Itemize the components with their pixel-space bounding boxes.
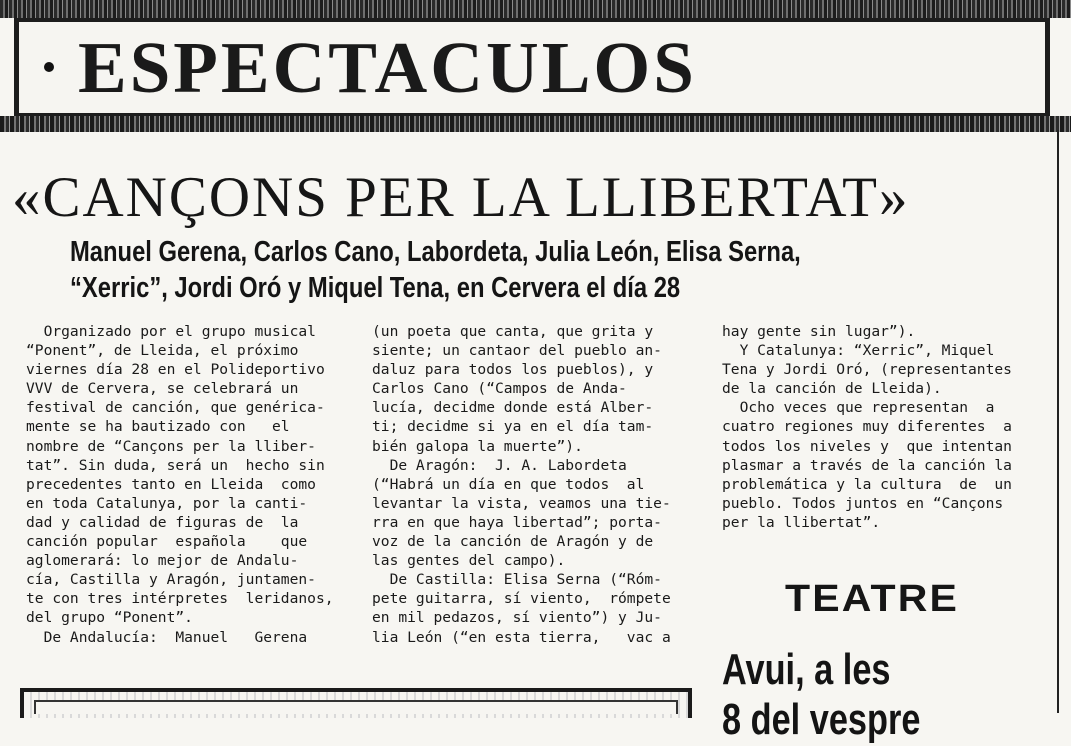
subhead-line-2: “Xerric”, Jordi Oró y Miquel Tena, en Cervera el día 28	[70, 272, 681, 304]
text-line: pueblo. Todos juntos en “Cançons	[722, 494, 1004, 512]
text-line: de la canción de Lleida).	[722, 380, 942, 398]
text-line: en mil pedazos, sí viento”) y Ju-	[372, 609, 662, 627]
text-line: tat”. Sin duda, será un hecho sin	[26, 456, 325, 474]
next-article-banner	[20, 688, 692, 718]
text-line: las gentes del campo).	[372, 552, 566, 570]
text-line: (“Habrá un día en que todos al	[372, 475, 645, 493]
text-line: lucía, decidme donde está Alber-	[372, 399, 654, 417]
subhead-line-1: Manuel Gerena, Carlos Cano, Labordeta, Julia León, Elisa Serna,	[70, 236, 801, 268]
article-column-2	[372, 322, 700, 647]
text-line: Carlos Cano (“Campos de Anda-	[372, 380, 627, 398]
sidebar-section-title: TEATRE	[784, 578, 960, 620]
sidebar-headline-line-2: 8 del vespre	[722, 695, 921, 744]
text-line: cuatro regiones muy diferentes a	[722, 418, 1012, 436]
text-line: Ocho veces que representan a	[722, 399, 995, 417]
sidebar-headline-line-1: Avui, a les	[722, 645, 891, 694]
text-line: aglomerará: lo mejor de Andalu-	[26, 552, 299, 570]
bullet-icon	[44, 62, 54, 72]
text-line: pete guitarra, sí viento, rómpete	[372, 590, 671, 608]
text-line: precedentes tanto en Lleida como	[26, 475, 316, 493]
text-line: bién galopa la muerte”).	[372, 437, 583, 455]
text-line: De Castilla: Elisa Serna (“Róm-	[372, 571, 662, 589]
text-line: rra en que haya libertad”; porta-	[372, 513, 662, 531]
text-line: “Ponent”, de Lleida, el próximo	[26, 342, 299, 360]
text-line: daluz para todos los pueblos), y	[372, 361, 654, 379]
text-line: festival de canción, que genérica-	[26, 399, 325, 417]
text-line: Organizado por el grupo musical	[26, 323, 316, 340]
article-column-3	[722, 322, 1042, 532]
text-line: (un poeta que canta, que grita y	[372, 323, 654, 340]
text-line: dad y calidad de figuras de la	[26, 513, 299, 531]
text-line: te con tres intérpretes leridanos,	[26, 590, 334, 608]
text-line: De Aragón: J. A. Labordeta	[372, 456, 627, 474]
article-headline: «CANÇONS PER LA LLIBERTAT»	[12, 166, 910, 229]
column-rule	[1057, 130, 1059, 713]
text-line: mente se ha bautizado con el	[26, 418, 290, 436]
text-line: ti; decidme si ya en el día tam-	[372, 418, 654, 436]
text-line: VVV de Cervera, se celebrará un	[26, 380, 299, 398]
section-title: ESPECTACULOS	[78, 27, 697, 108]
text-line: del grupo “Ponent”.	[26, 609, 193, 627]
text-line: problemática y la cultura de un	[722, 475, 1012, 493]
article-column-1	[26, 322, 348, 647]
text-line: nombre de “Cançons per la lliber-	[26, 437, 316, 455]
article-subhead	[70, 234, 882, 306]
text-line: Tena y Jordi Oró, (representantes	[722, 361, 1012, 379]
text-line: canción popular española que	[26, 533, 308, 551]
text-line: per la llibertat”.	[722, 513, 881, 531]
text-line: lia León (“en esta tierra, vac a	[372, 628, 671, 646]
text-line: todos los niveles y que intentan	[722, 437, 1012, 455]
text-line: hay gente sin lugar”).	[722, 323, 916, 340]
text-line: plasmar a través de la canción la	[722, 456, 1012, 474]
text-line: voz de la canción de Aragón y de	[372, 533, 654, 551]
text-line: viernes día 28 en el Polideportivo	[26, 361, 325, 379]
text-line: cía, Castilla y Aragón, juntamen-	[26, 571, 316, 589]
text-line: levantar la vista, veamos una tie-	[372, 494, 671, 512]
text-line: Y Catalunya: “Xerric”, Miquel	[722, 342, 995, 360]
text-line: De Andalucía: Manuel Gerena	[26, 628, 308, 646]
banner-bottom-band	[0, 116, 1071, 132]
text-line: en toda Catalunya, por la canti-	[26, 494, 308, 512]
text-line: siente; un cantaor del pueblo an-	[372, 342, 662, 360]
banner-top-band	[0, 0, 1071, 18]
